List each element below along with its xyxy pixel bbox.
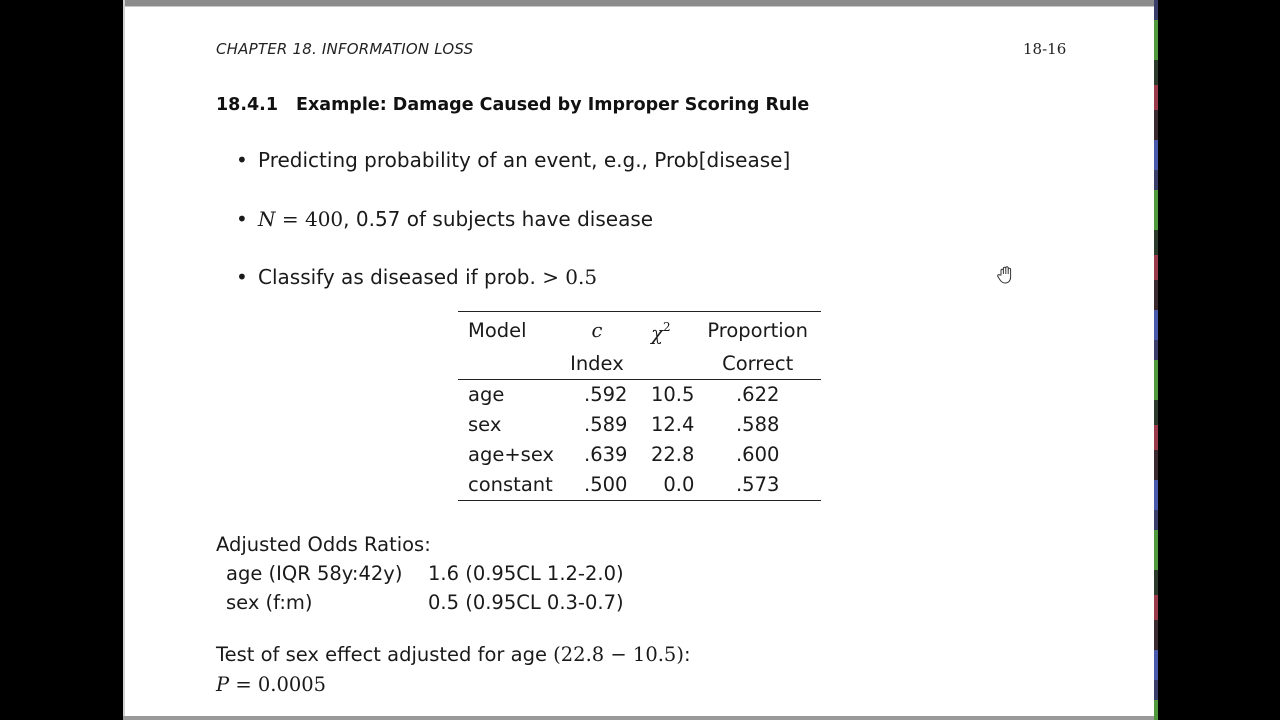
cell-chi-square: 22.8 <box>650 443 695 466</box>
bullet-list <box>236 145 790 321</box>
page-left-edge <box>123 0 125 720</box>
cell-proportion: .573 <box>735 473 780 496</box>
section-title-text: Example: Damage Caused by Improper Scoring Rule <box>296 95 810 115</box>
table-row <box>458 410 821 440</box>
hand-pan-icon <box>995 264 1017 286</box>
p-value-line <box>216 670 691 700</box>
odds-ratios-title: Adjusted Odds Ratios: <box>216 533 431 556</box>
cell-chi-square: 0.0 <box>663 473 695 496</box>
bullet-text: Predicting probability of an event, e.g., Prob[disease] <box>258 148 791 172</box>
cell-c-index: .589 <box>584 413 628 436</box>
table-row <box>458 380 821 411</box>
math-equation: = 400 <box>275 206 344 231</box>
p-variable: P <box>216 673 230 696</box>
test-description <box>216 640 691 670</box>
cell-model: sex <box>468 413 502 436</box>
test-suffix: : <box>683 643 691 666</box>
model-comparison-table <box>458 311 821 501</box>
cell-proportion: .600 <box>735 443 780 466</box>
table-header-row-2 <box>458 349 821 380</box>
table-header-row <box>458 312 821 350</box>
document-page <box>123 0 1154 720</box>
header-model: Model <box>468 318 527 342</box>
odds-ratio-row <box>216 559 624 588</box>
bullet-item <box>236 145 790 204</box>
p-value: = 0.0005 <box>229 673 327 696</box>
header-model-blank <box>458 349 566 380</box>
running-header-chapter: CHAPTER 18. INFORMATION LOSS <box>216 40 474 58</box>
odds-ratio-label: sex (f:m) <box>226 591 313 614</box>
viewer-right-edge-strip <box>1154 0 1158 720</box>
header-c-symbol: c <box>591 318 603 342</box>
header-correct: Correct <box>694 349 821 380</box>
header-chi-square <box>627 312 694 350</box>
cell-chi-square: 12.4 <box>650 413 695 436</box>
cell-c-index: .500 <box>584 473 628 496</box>
cell-proportion: .622 <box>735 383 780 406</box>
table-row <box>458 470 821 501</box>
bullet-text: , 0.57 of subjects have disease <box>343 206 654 231</box>
bullet-text: Classify as diseased if prob. <box>258 265 543 289</box>
odds-ratios-block <box>216 530 624 617</box>
header-proportion: Proportion <box>707 318 808 342</box>
bullet-item <box>236 204 790 263</box>
chi-superscript: 2 <box>662 320 671 334</box>
section-number: 18.4.1 <box>216 95 279 115</box>
header-c-index: Index <box>566 349 627 380</box>
cell-c-index: .592 <box>584 383 628 406</box>
running-header-page-number: 18-16 <box>1023 40 1067 58</box>
bullet-icon: • <box>236 265 248 289</box>
viewer-top-border-highlight <box>123 6 1154 7</box>
bullet-icon: • <box>236 206 248 231</box>
viewer-bottom-border <box>123 716 1154 720</box>
cell-model: age+sex <box>468 443 555 466</box>
cell-c-index: .639 <box>584 443 628 466</box>
cell-model: age <box>468 383 505 406</box>
chi-symbol: χ <box>651 322 663 345</box>
odds-ratio-label: age (IQR 58y:42y) <box>226 562 403 585</box>
section-heading <box>216 95 809 115</box>
test-text: Test of sex effect adjusted for age <box>216 643 554 666</box>
cell-model: constant <box>468 473 553 496</box>
table-row <box>458 440 821 470</box>
odds-ratio-value: 0.5 (0.95CL 0.3-0.7) <box>428 591 624 614</box>
cell-proportion: .588 <box>735 413 780 436</box>
math-threshold: > 0.5 <box>542 265 598 289</box>
sex-effect-test <box>216 640 691 700</box>
cell-chi-square: 10.5 <box>650 383 695 406</box>
math-variable-n: N <box>258 206 276 231</box>
bullet-icon: • <box>236 148 248 172</box>
odds-ratio-row <box>216 588 624 617</box>
header-chi-blank <box>627 349 694 380</box>
test-math: (22.8 − 10.5) <box>553 643 684 666</box>
odds-ratio-value: 1.6 (0.95CL 1.2-2.0) <box>428 562 624 585</box>
